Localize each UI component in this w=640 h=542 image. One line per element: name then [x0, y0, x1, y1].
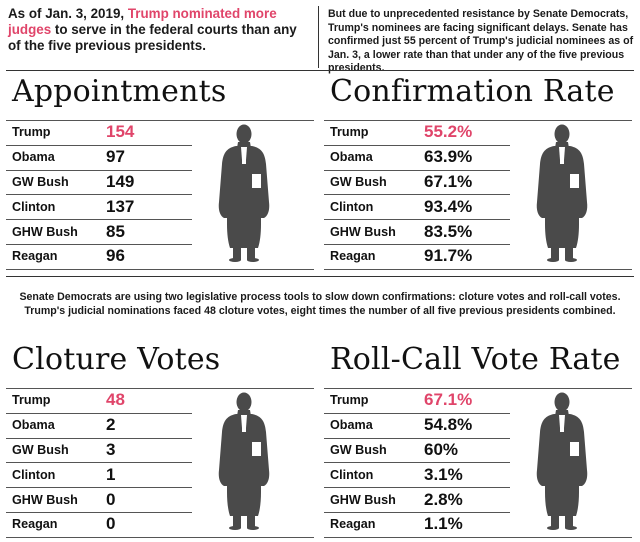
- cloture-votes-value: 2: [106, 415, 116, 435]
- middle-note-line2: Trump's judicial nominations faced 48 cloture votes, eight times the number of all five previous presidents combined.: [24, 305, 616, 317]
- roll-call-vote-rate-value: 1.1%: [424, 514, 463, 534]
- confirmation-rate-title: Confirmation Rate: [330, 74, 615, 109]
- appointments-president-label: Reagan: [12, 249, 58, 264]
- appointments-value: 154: [106, 122, 135, 142]
- roll-call-vote-rate-president-label: GHW Bush: [330, 492, 396, 507]
- cloture-votes-president-label: GW Bush: [12, 442, 69, 457]
- cloture-votes-president-label: Reagan: [12, 517, 58, 532]
- appointments-row: [6, 244, 192, 269]
- appointments-table: [6, 120, 314, 269]
- cloture-votes-value: 0: [106, 514, 116, 534]
- confirmation-rate-value: 55.2%: [424, 122, 473, 142]
- judge-silhouette-icon: [214, 392, 274, 530]
- roll-call-vote-rate-row: [324, 462, 510, 487]
- appointments-president-label: Clinton: [12, 199, 56, 214]
- intro-bottom-rule: [6, 70, 634, 71]
- cloture-votes-row: [6, 462, 192, 487]
- middle-top-rule: [6, 276, 634, 277]
- middle-note: [10, 290, 630, 322]
- appointments-row: [6, 170, 192, 195]
- cloture-votes-row: [6, 512, 192, 537]
- roll-call-vote-rate-title: Roll-Call Vote Rate: [330, 342, 621, 377]
- roll-call-vote-rate-row: [324, 512, 510, 537]
- roll-call-vote-rate-president-label: Reagan: [330, 517, 376, 532]
- appointments-president-label: Trump: [12, 125, 51, 140]
- confirmation-rate-row: [324, 170, 510, 195]
- confirmation-rate-president-label: Obama: [330, 150, 373, 165]
- confirmation-rate-value: 93.4%: [424, 196, 473, 216]
- cloture-votes-row: [6, 413, 192, 438]
- cloture-votes-value: 0: [106, 489, 116, 509]
- cloture-votes-table-bottom-rule: [6, 537, 314, 538]
- roll-call-vote-rate-value: 67.1%: [424, 390, 473, 410]
- judge-silhouette-icon: [532, 392, 592, 530]
- cloture-votes-president-label: Obama: [12, 418, 55, 433]
- confirmation-rate-value: 63.9%: [424, 147, 473, 167]
- roll-call-vote-rate-table-bottom-rule: [324, 537, 632, 538]
- confirmation-rate-table-bottom-rule: [324, 269, 632, 270]
- cloture-votes-president-label: Clinton: [12, 467, 56, 482]
- cloture-votes-row: [6, 438, 192, 463]
- roll-call-vote-rate-value: 2.8%: [424, 489, 463, 509]
- appointments-judge-figure: [214, 124, 274, 267]
- appointments-row: [6, 120, 192, 145]
- appointments-value: 97: [106, 147, 125, 167]
- cloture-votes-title: Cloture Votes: [12, 342, 221, 377]
- appointments-table-bottom-rule: [6, 269, 314, 270]
- cloture-votes-judge-figure: [214, 392, 274, 535]
- roll-call-vote-rate-value: 60%: [424, 439, 459, 459]
- confirmation-rate-value: 91.7%: [424, 246, 473, 266]
- confirmation-rate-president-label: Reagan: [330, 249, 376, 264]
- cloture-votes-table: [6, 388, 314, 537]
- appointments-president-label: GHW Bush: [12, 224, 78, 239]
- cloture-votes-value: 1: [106, 464, 116, 484]
- confirmation-rate-row: [324, 194, 510, 219]
- roll-call-vote-rate-row: [324, 487, 510, 512]
- confirmation-rate-president-label: Trump: [330, 125, 369, 140]
- appointments-value: 85: [106, 221, 125, 241]
- cloture-votes-row: [6, 487, 192, 512]
- appointments-value: 137: [106, 196, 135, 216]
- confirmation-rate-row: [324, 219, 510, 244]
- confirmation-rate-table: [324, 120, 632, 269]
- confirmation-rate-president-label: GHW Bush: [330, 224, 396, 239]
- roll-call-vote-rate-president-label: Clinton: [330, 467, 374, 482]
- confirmation-rate-value: 83.5%: [424, 221, 473, 241]
- cloture-votes-row: [6, 388, 192, 413]
- roll-call-vote-rate-row: [324, 388, 510, 413]
- appointments-title: Appointments: [12, 74, 227, 109]
- roll-call-vote-rate-president-label: GW Bush: [330, 442, 387, 457]
- intro-left-prefix: As of Jan. 3, 2019,: [8, 6, 128, 21]
- intro-left-suffix: to serve in the federal courts than any of the five previous presidents.: [8, 22, 297, 53]
- roll-call-vote-rate-judge-figure: [532, 392, 592, 535]
- judge-silhouette-icon: [532, 124, 592, 262]
- intro-left-note: [8, 6, 313, 68]
- cloture-votes-president-label: GHW Bush: [12, 492, 78, 507]
- roll-call-vote-rate-president-label: Trump: [330, 393, 369, 408]
- intro-divider: [318, 6, 319, 68]
- roll-call-vote-rate-value: 54.8%: [424, 415, 473, 435]
- confirmation-rate-row: [324, 244, 510, 269]
- confirmation-rate-row: [324, 145, 510, 170]
- appointments-value: 149: [106, 171, 135, 191]
- roll-call-vote-rate-row: [324, 438, 510, 463]
- confirmation-rate-value: 67.1%: [424, 171, 473, 191]
- appointments-value: 96: [106, 246, 125, 266]
- confirmation-rate-judge-figure: [532, 124, 592, 267]
- confirmation-rate-president-label: GW Bush: [330, 174, 387, 189]
- appointments-row: [6, 219, 192, 244]
- cloture-votes-value: 48: [106, 390, 125, 410]
- middle-note-line1: Senate Democrats are using two legislative process tools to slow down confirmations: cloture votes and roll-call votes.: [19, 291, 621, 303]
- appointments-row: [6, 194, 192, 219]
- appointments-row: [6, 145, 192, 170]
- intro-right-note: But due to unprecedented resistance by Senate Democrats, Trump's nominees are facing significant delays. Senate has confirmed just 55 percent of Trump's judicial nominees as of Jan. 3, a lower rate than that under any of the five previous presidents.: [328, 8, 634, 75]
- roll-call-vote-rate-table: [324, 388, 632, 537]
- roll-call-vote-rate-row: [324, 413, 510, 438]
- roll-call-vote-rate-president-label: Obama: [330, 418, 373, 433]
- appointments-president-label: GW Bush: [12, 174, 69, 189]
- roll-call-vote-rate-value: 3.1%: [424, 464, 463, 484]
- intro-left-highlight: Trump nominated more judges: [8, 6, 277, 37]
- judge-silhouette-icon: [214, 124, 274, 262]
- confirmation-rate-president-label: Clinton: [330, 199, 374, 214]
- cloture-votes-value: 3: [106, 439, 116, 459]
- cloture-votes-president-label: Trump: [12, 393, 51, 408]
- confirmation-rate-row: [324, 120, 510, 145]
- appointments-president-label: Obama: [12, 150, 55, 165]
